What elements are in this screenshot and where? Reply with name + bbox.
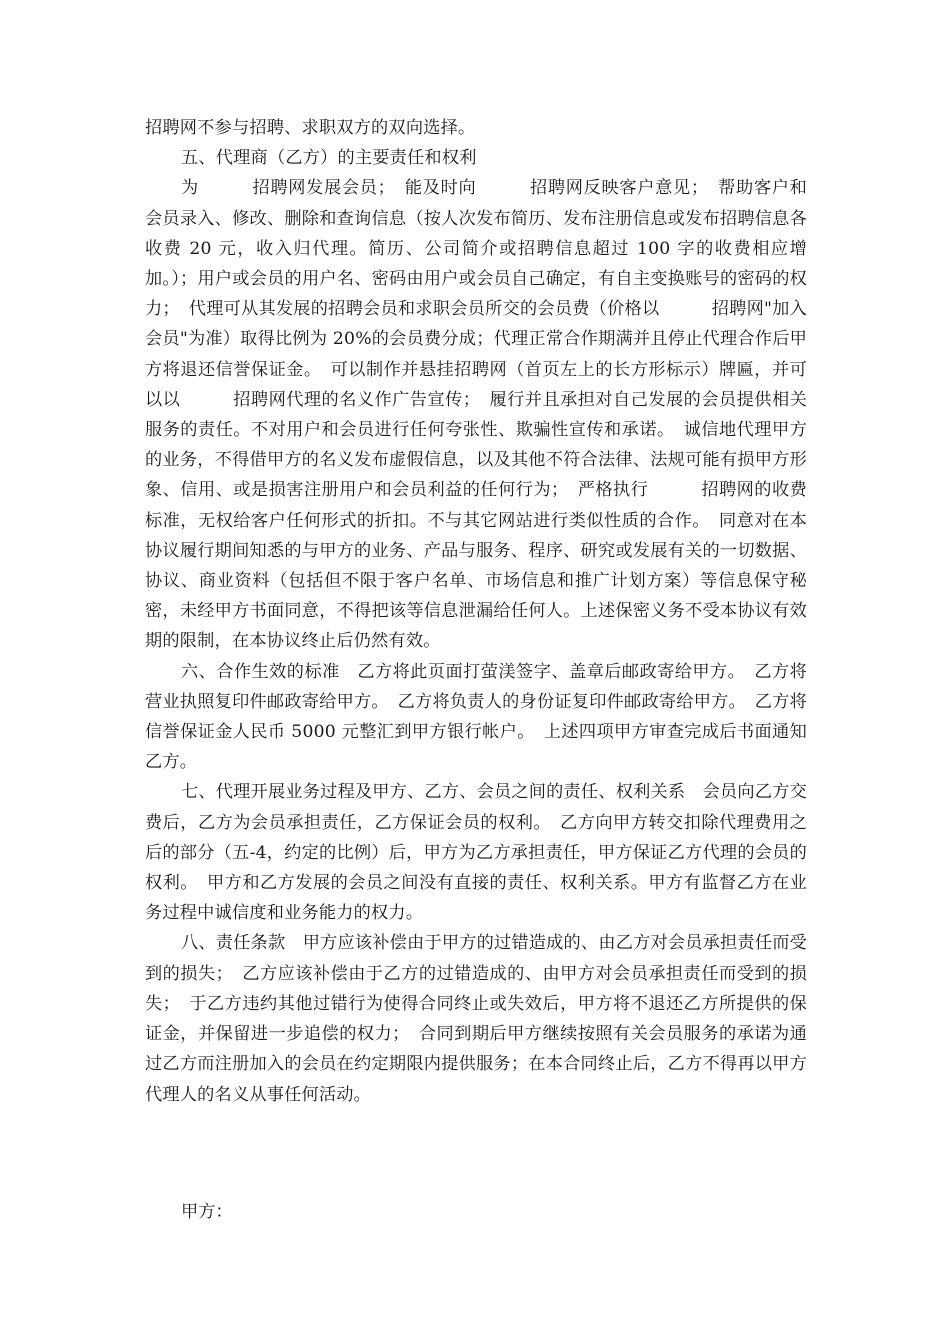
section-seven: 七、代理开展业务过程及甲方、乙方、会员之间的责任、权利关系 会员向乙方交费后，乙方为会员承担责任，乙方保证会员的权利。 乙方向甲方转交扣除代理费用之后的部分（五-4，约定的比例）后，甲方为乙方承担责任，甲方保证乙方代理的会员的权利。 甲方和乙方发展的会员之间没有直接的责任、权利关系。甲方有监督乙方在业务过程中诚信度和业务能力的权力。 bbox=[145, 782, 807, 924]
section-five-body: 为 招聘网发展会员； 能及时向 招聘网反映客户意见； 帮助客户和会员录入、修改、删除和查询信息（按人次发布简历、发布注册信息或发布招聘信息各收费 20 元，收入归代理。简历、公司简介或招聘信息超过 100 字的收费相应增加。）；用户或会员的用户名、密码由用户或会员自己确定，有自主变换账号的密码的权力； 代理可从其发展的招聘会员和求职会员所交的会员费（价格以 招聘网"加入会员"为准）取得比例为 20%的会员费分成；代理正常合作期满并且停止代理合作后甲方将退还信誉保证金。 可以制作并悬挂招聘网（首页左上的长方形标示）牌匾，并可以以 招聘网代理的名义作广告宣传； 履行并且承担对自己发展的会员提供相关服务的责任。不对用户和会员进行任何夸张性、欺骗性宣传和承诺。 诚信地代理甲方的业务，不得借甲方的名义发布虚假信息，以及其他不符合法律、法规可能有损甲方形象、信用、或是损害注册用户和会员利益的任何行为； 严格执行 招聘网的收费标准，无权给客户任何形式的折扣。不与其它网站进行类似性质的合作。 同意对在本协议履行期间知悉的与甲方的业务、产品与服务、程序、研究或发展有关的一切数据、协议、商业资料（包括但不限于客户名单、市场信息和推广计划方案）等信息保守秘密，未经甲方书面同意，不得把该等信息泄漏给任何人。上述保密义务不受本协议有效期的限制，在本协议终止后仍然有效。 bbox=[145, 178, 807, 652]
paragraph-continuation: 招聘网不参与招聘、求职双方的双向选择。 bbox=[145, 118, 476, 138]
section-heading-five: 五、代理商（乙方）的主要责任和权利 bbox=[181, 148, 477, 169]
party-a-signature-label: 甲方： bbox=[181, 1202, 233, 1222]
document-body bbox=[145, 113, 807, 1110]
section-six: 六、合作生效的标准 乙方将此页面打萤渼签字、盖章后邮政寄给甲方。 乙方将营业执照复印件邮政寄给甲方。 乙方将负责人的身份证复印件邮政寄给甲方。 乙方将信誉保证金人民币 5000 元整汇到甲方银行帐户。 上述四项甲方审查完成后书面通知乙方。 bbox=[145, 661, 807, 773]
section-eight: 八、责任条款 甲方应该补偿由于甲方的过错造成的、由乙方对会员承担责任而受到的损失； 乙方应该补偿由于乙方的过错造成的、由甲方对会员承担责任而受到的损失； 于乙方违约其他过错行为使得合同终止或失效后，甲方将不退还乙方所提供的保证金，并保留进一步追偿的权力； 合同到期后甲方继续按照有关会员服务的承诺为通过乙方而注册加入的会员在约定期限内提供服务；在本合同终止后，乙方不得再以甲方代理人的名义从事任何活动。 bbox=[145, 933, 807, 1105]
